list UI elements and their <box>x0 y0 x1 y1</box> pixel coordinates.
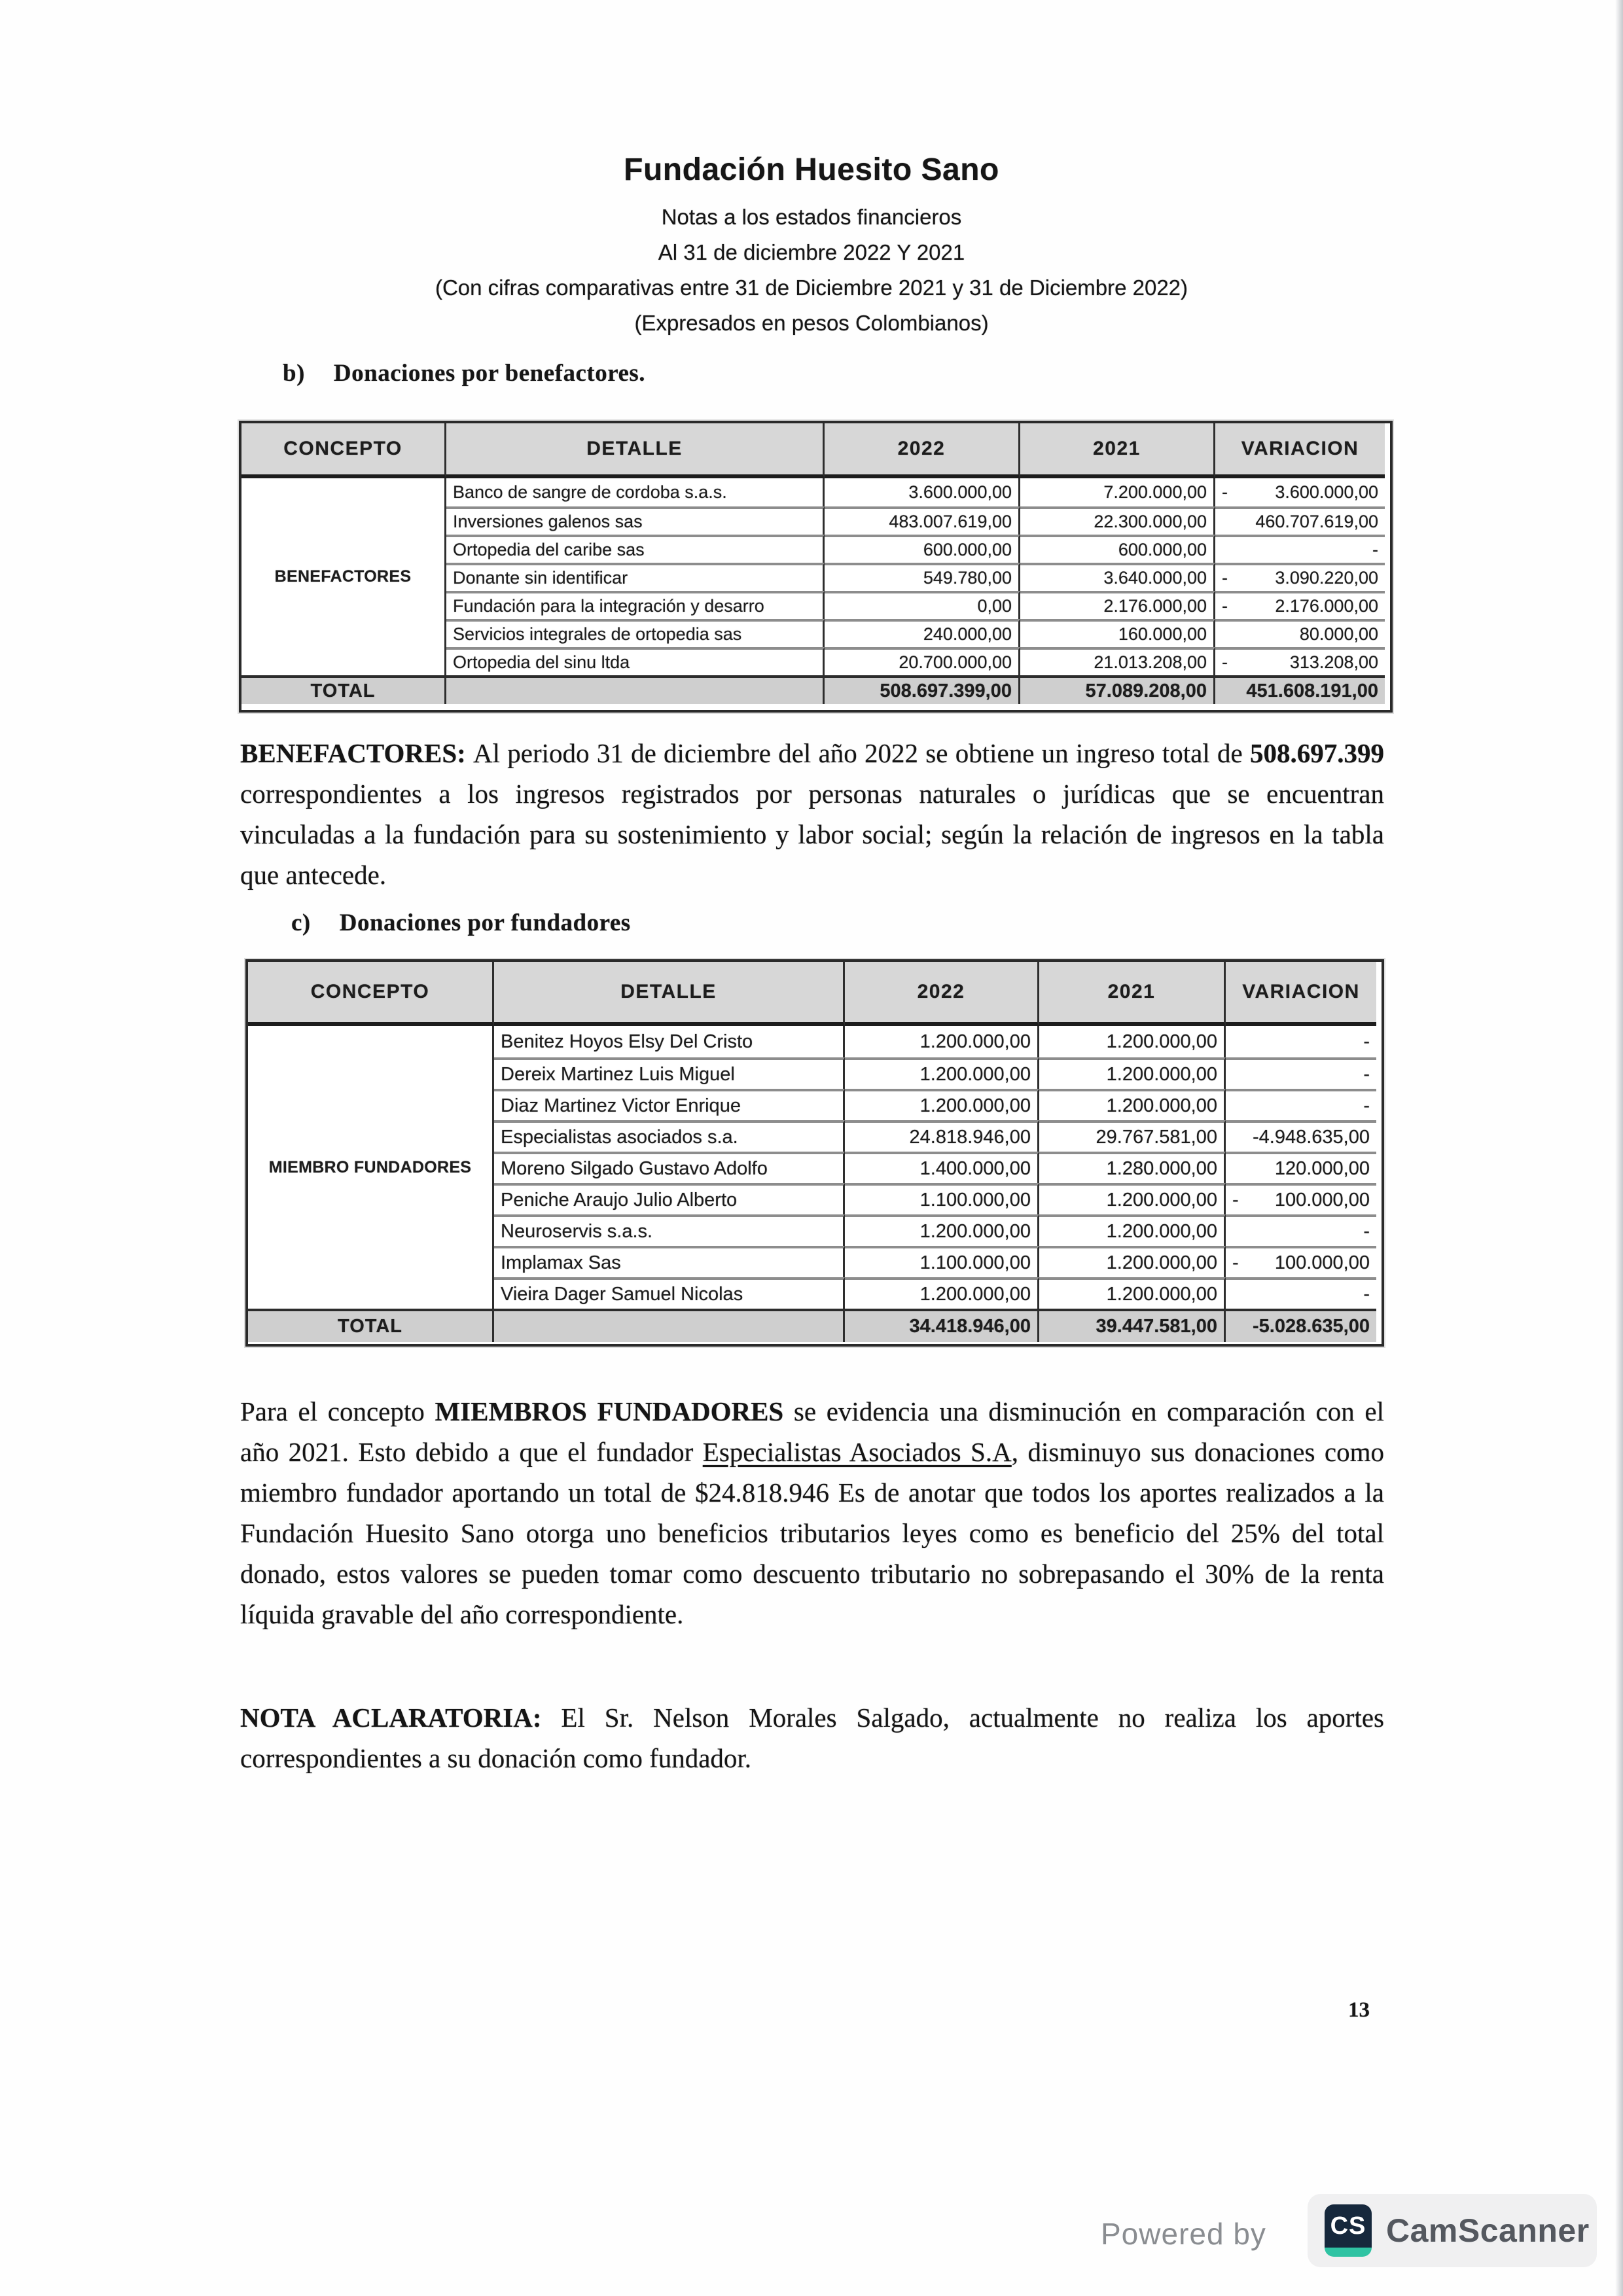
camscanner-icon-teal-bar <box>1325 2248 1372 2257</box>
variacion-value: 2.176.000,00 <box>1275 596 1378 616</box>
variacion-cell <box>1215 591 1385 619</box>
detalle-cell: Moreno Silgado Gustavo Adolfo <box>494 1152 845 1183</box>
negative-sign: - <box>1222 482 1228 502</box>
total-variacion-cell <box>1215 675 1385 704</box>
table-header-cell: DETALLE <box>446 423 825 478</box>
total-2021-cell: 57.089.208,00 <box>1020 675 1215 704</box>
amount-2021-cell: 29.767.581,00 <box>1039 1120 1226 1152</box>
variacion-cell <box>1226 1183 1376 1214</box>
amount-2021-cell: 1.200.000,00 <box>1039 1214 1226 1246</box>
amount-2022-cell: 20.700.000,00 <box>825 647 1020 675</box>
text-run: Para el concepto <box>240 1396 435 1426</box>
variacion-value: - <box>1363 1283 1370 1305</box>
detalle-cell: Vieira Dager Samuel Nicolas <box>494 1277 845 1309</box>
variacion-cell <box>1226 1277 1376 1309</box>
document-subtitle-notes: Notas a los estados financieros <box>661 205 962 229</box>
amount-2021-cell: 3.640.000,00 <box>1020 563 1215 591</box>
variacion-cell <box>1226 1152 1376 1183</box>
text-run: Al periodo 31 de diciembre del año 2022 se obtiene un ingreso total de <box>473 738 1250 768</box>
variacion-value: -4.948.635,00 <box>1253 1126 1370 1148</box>
detalle-cell: Diaz Martinez Victor Enrique <box>494 1089 845 1120</box>
text-run: se evidencia una disminución en comparación con el año 2021. Esto debido a que el fundador <box>240 1396 1384 1467</box>
variacion-value: 80.000,00 <box>1299 624 1378 644</box>
detalle-cell: Ortopedia del caribe sas <box>446 535 825 563</box>
amount-2022-cell: 1.400.000,00 <box>845 1152 1039 1183</box>
table-header-cell: VARIACION <box>1215 423 1385 478</box>
negative-sign: - <box>1222 596 1228 616</box>
amount-2022-cell: 240.000,00 <box>825 619 1020 647</box>
variacion-cell <box>1226 1214 1376 1246</box>
table-header-cell: 2022 <box>825 423 1020 478</box>
section-heading-fundadores <box>291 909 631 937</box>
text-run: NOTA ACLARATORIA: <box>240 1703 562 1733</box>
amount-2022-cell: 483.007.619,00 <box>825 506 1020 535</box>
variacion-value: 460.707.619,00 <box>1255 512 1378 531</box>
total-variacion-cell <box>1226 1309 1376 1342</box>
amount-2022-cell: 1.200.000,00 <box>845 1277 1039 1309</box>
detalle-cell: Donante sin identificar <box>446 563 825 591</box>
amount-2022-cell: 1.200.000,00 <box>845 1057 1039 1089</box>
text-run: MIEMBROS FUNDADORES <box>435 1396 784 1426</box>
amount-2021-cell: 1.200.000,00 <box>1039 1183 1226 1214</box>
negative-sign: - <box>1222 652 1228 672</box>
powered-by-label: Powered by <box>1101 2217 1266 2251</box>
detalle-cell: Servicios integrales de ortopedia sas <box>446 619 825 647</box>
amount-2022-cell: 549.780,00 <box>825 563 1020 591</box>
amount-2021-cell: 1.200.000,00 <box>1039 1277 1226 1309</box>
amount-2022-cell: 1.100.000,00 <box>845 1246 1039 1277</box>
detalle-cell: Neuroservis s.a.s. <box>494 1214 845 1246</box>
amount-2022-cell: 3.600.000,00 <box>825 478 1020 506</box>
variacion-cell <box>1215 535 1385 563</box>
variacion-cell <box>1226 1246 1376 1277</box>
amount-2021-cell: 160.000,00 <box>1020 619 1215 647</box>
nota-aclaratoria-paragraph <box>240 1697 1384 1778</box>
benefactores-table <box>239 421 1393 713</box>
amount-2021-cell: 2.176.000,00 <box>1020 591 1215 619</box>
text-run: correspondientes a los ingresos registrados por personas naturales o jurídicas que se encuentran vinculadas a la fundación para su sostenimiento y labor social; según la relación de ingresos en la tabla que antecede. <box>240 779 1384 890</box>
camscanner-brand-name: CamScanner <box>1386 2212 1590 2249</box>
table-header-cell: CONCEPTO <box>241 423 446 478</box>
amount-2022-cell: 1.200.000,00 <box>845 1214 1039 1246</box>
amount-2021-cell: 1.200.000,00 <box>1039 1026 1226 1057</box>
detalle-cell: Fundación para la integración y desarro <box>446 591 825 619</box>
amount-2022-cell: 1.200.000,00 <box>845 1026 1039 1057</box>
detalle-cell: Peniche Araujo Julio Alberto <box>494 1183 845 1214</box>
amount-2021-cell: 1.280.000,00 <box>1039 1152 1226 1183</box>
negative-sign: - <box>1232 1252 1239 1273</box>
fundadores-table <box>245 959 1384 1347</box>
camscanner-icon <box>1325 2204 1372 2257</box>
variacion-value: 120.000,00 <box>1274 1157 1370 1179</box>
benefactores-paragraph <box>240 733 1384 895</box>
text-run: , disminuyo sus donaciones como miembro fundador aportando un total de $24.818.946 Es de anotar que todos los aportes realizados a la Fundación Huesito Sano otorga uno beneficios tributarios leyes como es beneficio del 25% del total donado, estos valores se pueden tomar como descuento tributario no sobrepasando el 30% de la renta líquida gravable del año correspondiente. <box>240 1437 1385 1629</box>
camscanner-icon-letters: CS <box>1325 2204 1372 2248</box>
variacion-value: 313.208,00 <box>1289 652 1378 672</box>
amount-2022-cell: 1.100.000,00 <box>845 1183 1039 1214</box>
variacion-cell <box>1226 1089 1376 1120</box>
variacion-cell <box>1226 1057 1376 1089</box>
camscanner-badge <box>1308 2194 1597 2267</box>
detalle-cell: Implamax Sas <box>494 1246 845 1277</box>
detalle-cell: Inversiones galenos sas <box>446 506 825 535</box>
text-run: BENEFACTORES: <box>240 738 474 768</box>
variacion-cell <box>1215 563 1385 591</box>
table-header-cell: DETALLE <box>494 962 845 1026</box>
variacion-value: 100.000,00 <box>1274 1189 1370 1210</box>
text-run: 508.697.399 <box>1250 738 1384 768</box>
camscanner-footer <box>0 2189 1623 2274</box>
amount-2021-cell: 21.013.208,00 <box>1020 647 1215 675</box>
document-title: Fundación Huesito Sano <box>624 152 999 187</box>
amount-2021-cell: 600.000,00 <box>1020 535 1215 563</box>
variacion-value: - <box>1363 1220 1370 1242</box>
detalle-cell: Benitez Hoyos Elsy Del Cristo <box>494 1026 845 1057</box>
section-letter: b) <box>283 360 305 387</box>
amount-2021-cell: 1.200.000,00 <box>1039 1089 1226 1120</box>
document-subtitle-period: Al 31 de diciembre 2022 Y 2021 <box>658 240 965 264</box>
page-number: 13 <box>1348 1998 1370 2022</box>
variacion-value: -5.028.635,00 <box>1253 1316 1370 1337</box>
detalle-cell: Dereix Martinez Luis Miguel <box>494 1057 845 1089</box>
total-2021-cell: 39.447.581,00 <box>1039 1309 1226 1342</box>
detalle-cell: Banco de sangre de cordoba s.a.s. <box>446 478 825 506</box>
amount-2022-cell: 24.818.946,00 <box>845 1120 1039 1152</box>
variacion-value: - <box>1363 1031 1370 1052</box>
variacion-cell <box>1226 1026 1376 1057</box>
table-header-cell: 2021 <box>1020 423 1215 478</box>
section-title: Donaciones por fundadores <box>339 910 631 936</box>
detalle-cell: Ortopedia del sinu ltda <box>446 647 825 675</box>
total-2022-cell: 508.697.399,00 <box>825 675 1020 704</box>
section-heading-benefactores <box>283 359 645 387</box>
variacion-value: - <box>1372 540 1378 559</box>
variacion-value: 3.600.000,00 <box>1275 482 1378 502</box>
total-empty-cell <box>494 1309 845 1342</box>
variacion-value: 451.608.191,00 <box>1246 680 1378 701</box>
table-header-cell: VARIACION <box>1226 962 1376 1026</box>
amount-2022-cell: 1.200.000,00 <box>845 1089 1039 1120</box>
variacion-cell <box>1215 647 1385 675</box>
negative-sign: - <box>1222 568 1228 588</box>
negative-sign: - <box>1232 1189 1239 1210</box>
variacion-cell <box>1215 478 1385 506</box>
document-subtitle-currency: (Expresados en pesos Colombianos) <box>634 311 989 335</box>
text-run: El Sr. Nelson Morales Salgado, actualmente no realiza los aportes correspondientes a su donación como fundador. <box>240 1703 1385 1773</box>
total-label-cell: TOTAL <box>248 1309 494 1342</box>
variacion-cell <box>1215 619 1385 647</box>
document-header <box>0 152 1623 341</box>
detalle-cell: Especialistas asociados s.a. <box>494 1120 845 1152</box>
section-title: Donaciones por benefactores. <box>333 360 646 387</box>
variacion-value: - <box>1363 1095 1370 1116</box>
table-header-cell: 2021 <box>1039 962 1226 1026</box>
variacion-value: 100.000,00 <box>1274 1252 1370 1273</box>
variacion-cell <box>1226 1120 1376 1152</box>
total-empty-cell <box>446 675 825 704</box>
variacion-value: - <box>1363 1063 1370 1085</box>
amount-2021-cell: 1.200.000,00 <box>1039 1057 1226 1089</box>
table-header-cell: 2022 <box>845 962 1039 1026</box>
fundadores-paragraph <box>240 1391 1384 1634</box>
amount-2021-cell: 1.200.000,00 <box>1039 1246 1226 1277</box>
amount-2021-cell: 7.200.000,00 <box>1020 478 1215 506</box>
table-header-cell: CONCEPTO <box>248 962 494 1026</box>
variacion-cell <box>1215 506 1385 535</box>
document-subtitle-comparatives: (Con cifras comparativas entre 31 de Diciembre 2021 y 31 de Diciembre 2022) <box>435 275 1188 300</box>
variacion-value: 3.090.220,00 <box>1275 568 1378 588</box>
total-label-cell: TOTAL <box>241 675 446 704</box>
amount-2021-cell: 22.300.000,00 <box>1020 506 1215 535</box>
amount-2022-cell: 600.000,00 <box>825 535 1020 563</box>
concept-cell: BENEFACTORES <box>241 478 446 675</box>
section-letter: c) <box>291 910 311 936</box>
total-2022-cell: 34.418.946,00 <box>845 1309 1039 1342</box>
concept-cell: MIEMBRO FUNDADORES <box>248 1026 494 1309</box>
amount-2022-cell: 0,00 <box>825 591 1020 619</box>
text-run: Especialistas Asociados S.A <box>702 1437 1012 1467</box>
